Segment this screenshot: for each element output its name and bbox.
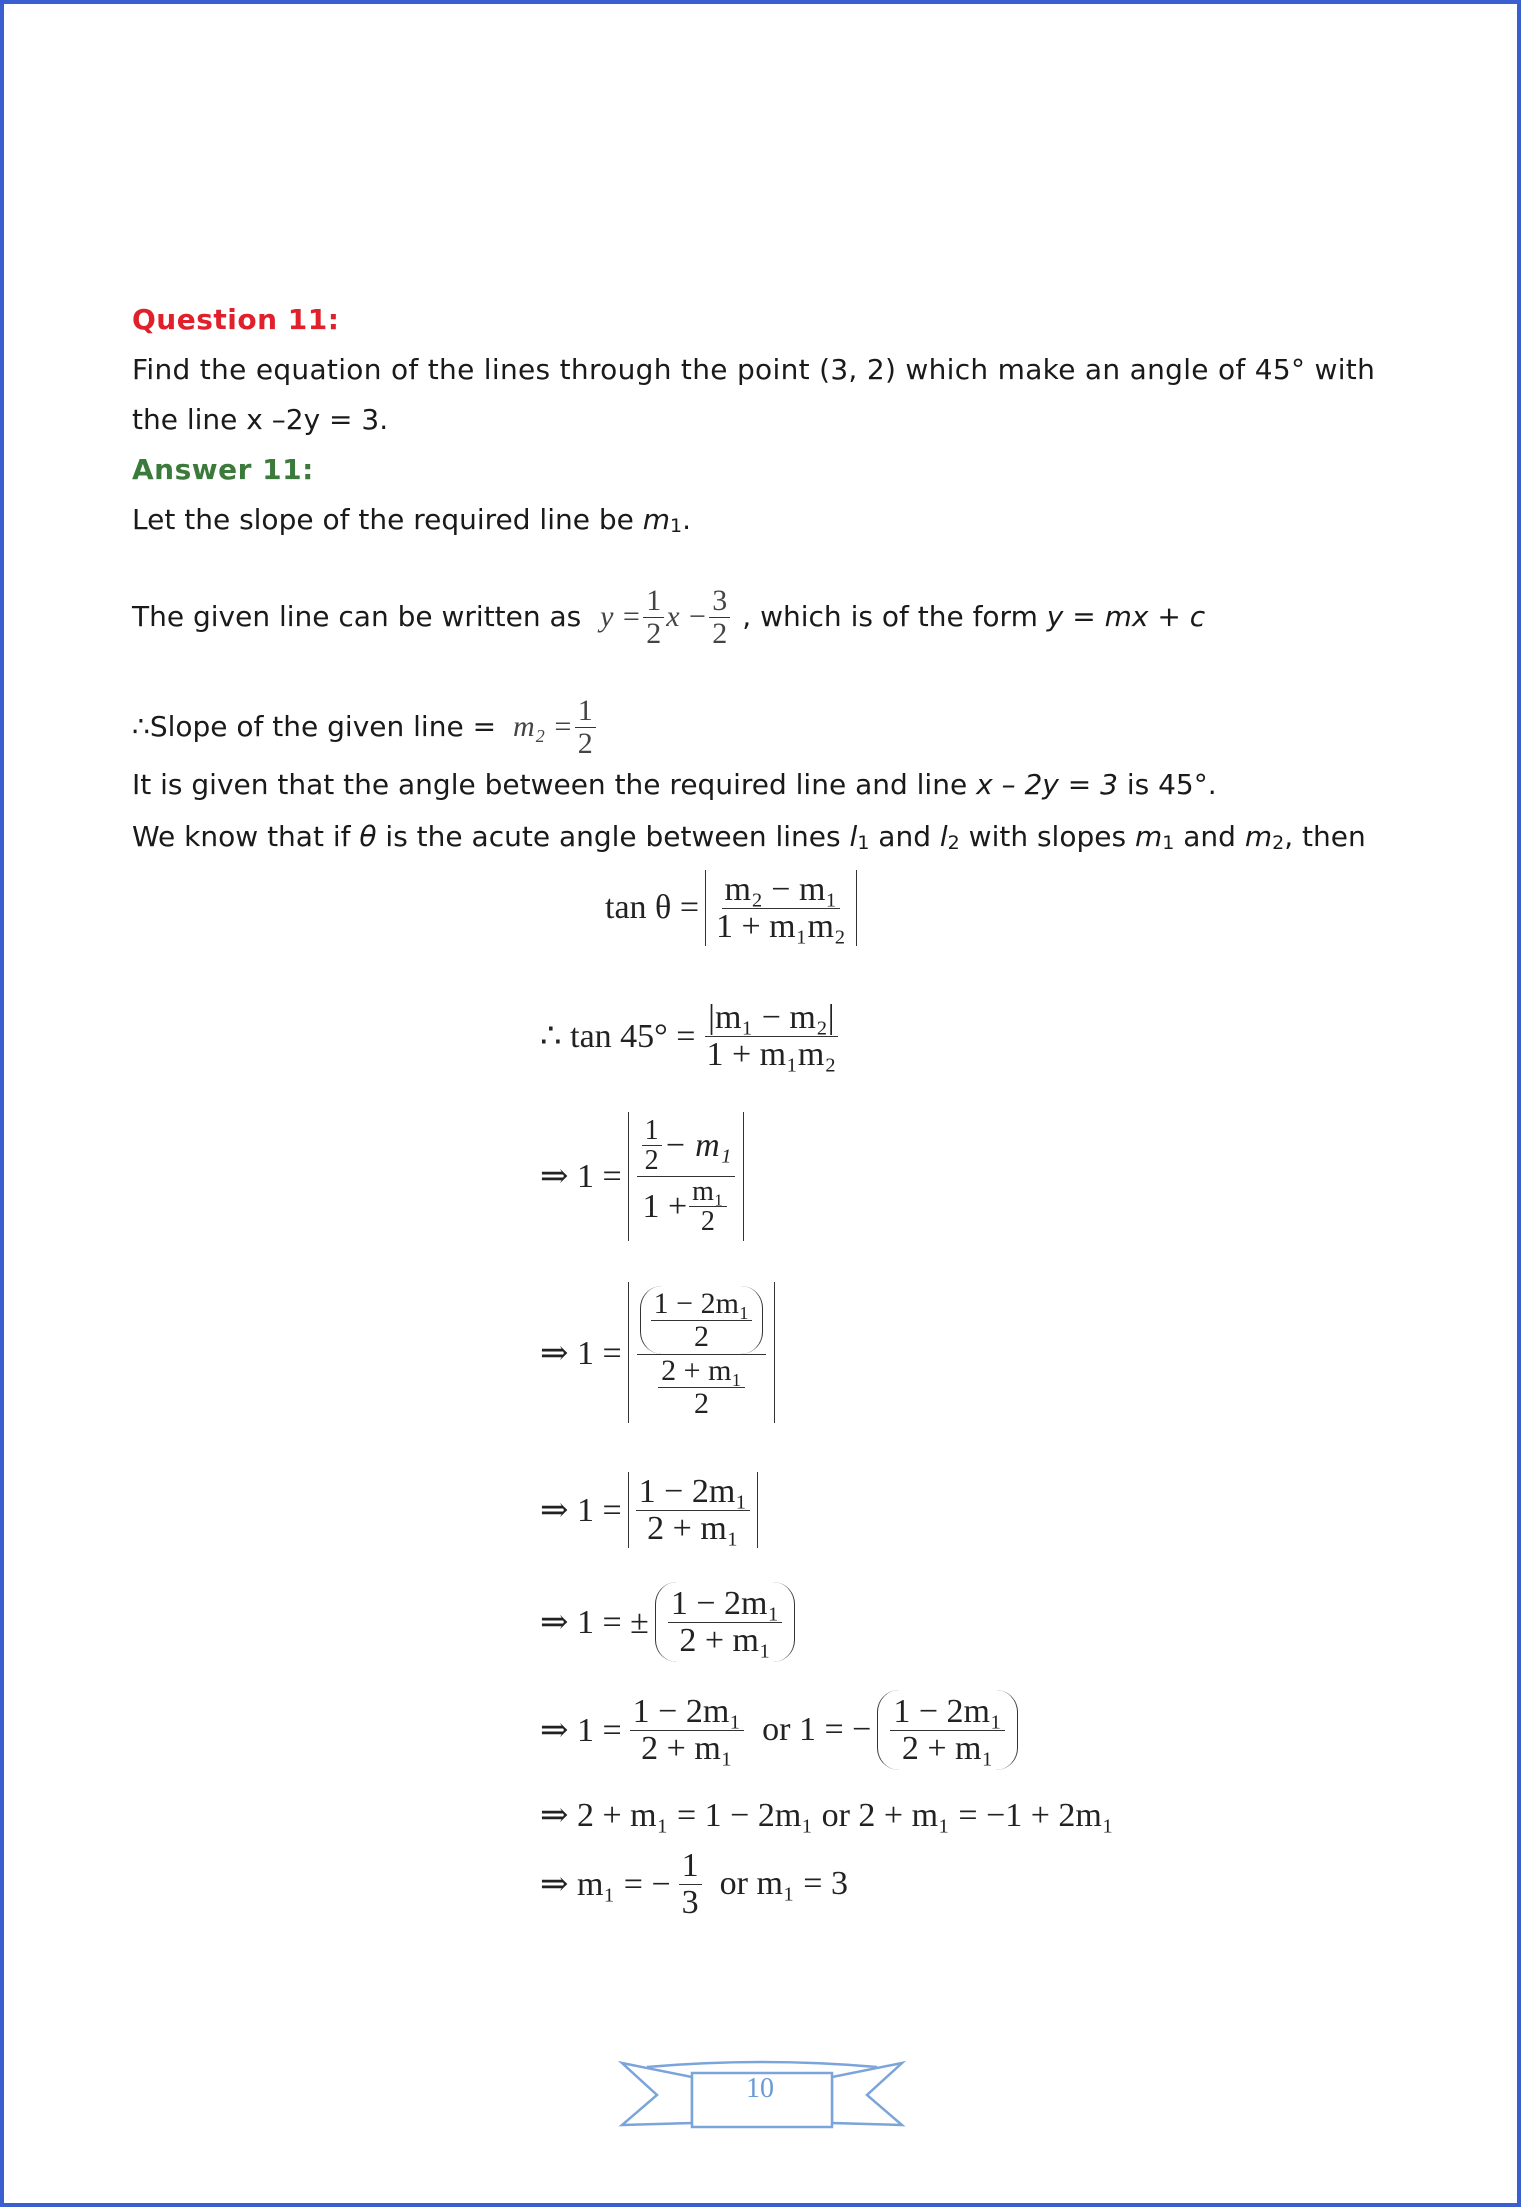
eq5-num: 1 − 2m₁ bbox=[636, 1474, 750, 1511]
p5-and2: and bbox=[1174, 820, 1245, 853]
equation-step-4 bbox=[540, 1282, 775, 1423]
frac-num: 1 bbox=[642, 1116, 662, 1146]
eq9-lhs: ⇒ m₁ = − bbox=[540, 1866, 671, 1904]
fraction-one-half bbox=[575, 695, 596, 759]
frac-den: 2 bbox=[712, 616, 728, 650]
eq3-den bbox=[639, 1177, 731, 1237]
equation-step-8 bbox=[540, 1795, 1114, 1835]
frac-den: 2 bbox=[646, 616, 662, 650]
eq9-rest: or m₁ = 3 bbox=[719, 1865, 848, 1903]
answer-p4-post: is 45°. bbox=[1117, 768, 1217, 801]
answer-heading: Answer 11: bbox=[132, 453, 314, 486]
eq4-den bbox=[653, 1355, 750, 1419]
p5-l-sub1: 1 bbox=[857, 832, 870, 854]
question-line2-math: x –2y = 3. bbox=[246, 403, 389, 436]
eq6-lhs: ⇒ 1 = ± bbox=[540, 1604, 649, 1642]
eq6-num: 1 − 2m₁ bbox=[668, 1586, 782, 1623]
eq8-text: ⇒ 2 + m₁ = 1 − 2m₁ or 2 + m₁ = −1 + 2m₁ bbox=[540, 1797, 1114, 1834]
answer-p1-text: Let the slope of the required line be bbox=[132, 503, 643, 536]
eq1-lhs: tan θ = bbox=[605, 889, 699, 927]
fraction-one-half bbox=[643, 585, 664, 649]
answer-p4-math: x – 2y = 3 bbox=[976, 768, 1118, 801]
answer-p1-sub: 1 bbox=[670, 515, 683, 537]
frac-num: 1 − 2m₁ bbox=[651, 1288, 753, 1321]
p5-m: m bbox=[1244, 820, 1273, 853]
p5-m-sub2: 2 bbox=[1272, 832, 1285, 854]
p5-m: m bbox=[1134, 820, 1163, 853]
frac-num: 2 + m₁ bbox=[658, 1355, 745, 1388]
frac-den: 2 + m₁ bbox=[641, 1729, 733, 1767]
eq3-num bbox=[637, 1116, 735, 1177]
equation-step-9 bbox=[540, 1848, 848, 1920]
equation-tan-45 bbox=[540, 1000, 841, 1072]
p5-l-sub2: 2 bbox=[947, 832, 960, 854]
frac-num: 1 bbox=[643, 585, 664, 618]
eq2-den: 1 + m₁m₂ bbox=[706, 1035, 837, 1073]
p5-l: l bbox=[939, 820, 948, 853]
eq1-num: m₂ − m₁ bbox=[722, 872, 841, 909]
eq2-frac bbox=[703, 1000, 839, 1072]
p5-text-a: We know that if bbox=[132, 820, 360, 853]
frac-num: 3 bbox=[709, 585, 730, 618]
given-line-equation bbox=[600, 585, 732, 649]
answer-para-1 bbox=[132, 495, 1392, 551]
eq5-lhs: ⇒ 1 = bbox=[540, 1492, 622, 1530]
eq4-num bbox=[637, 1286, 767, 1355]
frac-den: 2 bbox=[694, 1386, 710, 1420]
question-heading: Question 11: bbox=[132, 303, 340, 336]
equation-step-7 bbox=[540, 1690, 1018, 1770]
equation-step-6 bbox=[540, 1582, 795, 1662]
eq2-lhs: ∴ tan 45° = bbox=[540, 1018, 696, 1056]
given-eq-lhs: y = bbox=[600, 600, 642, 633]
equation-step-5 bbox=[540, 1472, 758, 1548]
eq3-abs bbox=[628, 1112, 744, 1241]
equation-step-3 bbox=[540, 1112, 744, 1241]
eq3-num-rest: − m₁ bbox=[663, 1127, 732, 1165]
frac-num: 1 bbox=[679, 1848, 702, 1885]
eq5-abs bbox=[628, 1472, 758, 1548]
eq7-or: or 1 = − bbox=[762, 1711, 872, 1749]
answer-p2-form: y = mx + c bbox=[1046, 600, 1206, 633]
frac-num: 1 − 2m₁ bbox=[630, 1694, 744, 1731]
eq5-den: 2 + m₁ bbox=[647, 1509, 739, 1547]
p5-m-sub1: 1 bbox=[1162, 832, 1175, 854]
eq1-den: 1 + m₁m₂ bbox=[716, 907, 846, 945]
eq4-frac bbox=[637, 1286, 767, 1419]
page-number-ribbon-icon bbox=[617, 2055, 907, 2165]
eq2-num: |m₁ − m₂| bbox=[705, 1000, 837, 1037]
answer-para-2 bbox=[132, 585, 1392, 649]
eq1-abs bbox=[705, 870, 857, 946]
p5-text-b: is the acute angle between lines bbox=[376, 820, 850, 853]
answer-para-5 bbox=[132, 812, 1392, 868]
frac-den: 2 + m₁ bbox=[901, 1729, 994, 1767]
eq4-abs bbox=[628, 1282, 776, 1423]
frac-den: 3 bbox=[681, 1883, 699, 1921]
eq6-paren bbox=[655, 1582, 795, 1662]
slope-m2-lhs: m₂ = bbox=[512, 710, 573, 743]
eq3-frac bbox=[637, 1116, 735, 1237]
frac-den: 2 bbox=[700, 1206, 715, 1238]
answer-p2-post: , which is of the form bbox=[742, 600, 1047, 633]
p5-l: l bbox=[849, 820, 858, 853]
frac-den: 2 bbox=[694, 1319, 710, 1353]
p5-text-d: , then bbox=[1284, 820, 1366, 853]
question-text-line1: Find the equation of the lines through the point (3, 2) which make an angle of 45° with bbox=[132, 353, 1376, 386]
answer-p3-text: ∴Slope of the given line = bbox=[132, 710, 505, 743]
answer-p1-post: . bbox=[682, 503, 692, 536]
answer-para-3 bbox=[132, 695, 1392, 759]
fraction-three-halves bbox=[709, 585, 730, 649]
eq3-den-one: 1 + bbox=[642, 1187, 688, 1225]
eq6-den: 2 + m₁ bbox=[679, 1621, 771, 1659]
frac-num: 1 bbox=[575, 695, 596, 728]
p5-and1: and bbox=[869, 820, 940, 853]
frac-num: 1 − 2m₁ bbox=[890, 1694, 1004, 1731]
question-text-line2 bbox=[132, 395, 1392, 445]
equation-tan-theta bbox=[605, 870, 857, 946]
given-eq-mid: x − bbox=[666, 600, 708, 633]
eq7-paren bbox=[877, 1690, 1017, 1770]
eq4-lhs: ⇒ 1 = bbox=[540, 1334, 622, 1372]
answer-p2-text: The given line can be written as bbox=[132, 600, 591, 633]
page-number: 10 bbox=[746, 2073, 774, 2104]
eq3-lhs: ⇒ 1 = bbox=[540, 1158, 622, 1196]
slope-m2-equation bbox=[513, 695, 598, 759]
question-line2-text: the line bbox=[132, 403, 247, 436]
p5-text-c: with slopes bbox=[959, 820, 1135, 853]
p5-theta: θ bbox=[359, 820, 377, 853]
question-block bbox=[132, 295, 1392, 551]
answer-p1-var: m bbox=[642, 503, 671, 536]
frac-den: 2 bbox=[644, 1145, 659, 1177]
frac-den: 2 bbox=[577, 726, 593, 760]
eq7-lhs: ⇒ 1 = bbox=[540, 1712, 622, 1750]
frac-num: m₁ bbox=[689, 1177, 727, 1207]
eq9-frac bbox=[679, 1848, 702, 1920]
answer-p4-text: It is given that the angle between the required line and line bbox=[132, 768, 977, 801]
eq7-frac-a bbox=[630, 1694, 744, 1766]
answer-para-4 bbox=[132, 760, 1392, 810]
